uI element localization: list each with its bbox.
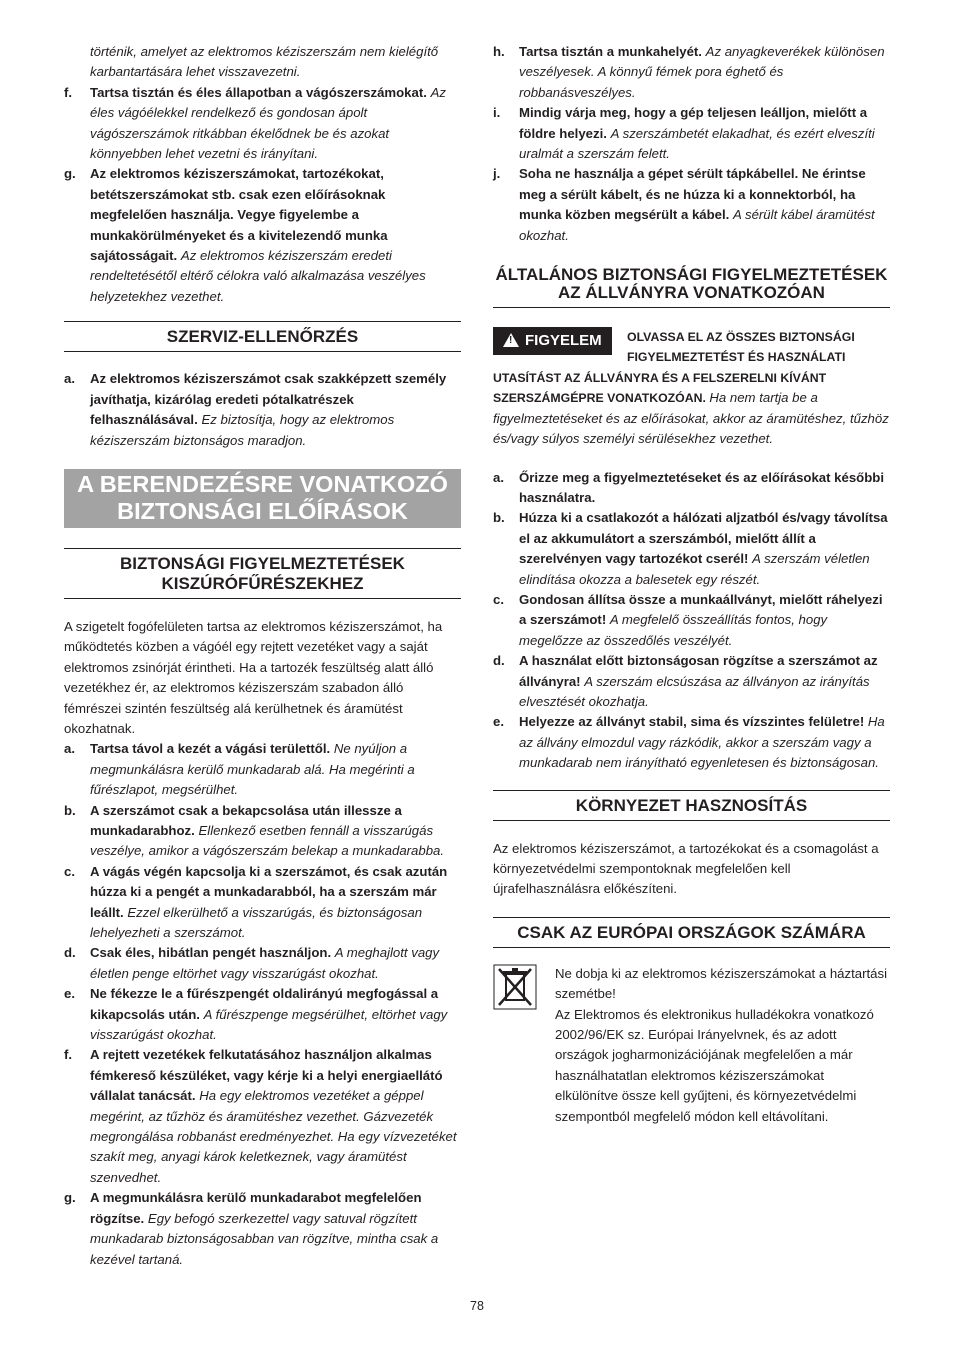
list-item (64, 801, 461, 862)
list-item (493, 590, 890, 651)
item-label: j. (493, 166, 501, 182)
list-item (64, 164, 461, 307)
item-label: a. (64, 741, 75, 757)
warning-triangle-icon: ! (503, 333, 519, 347)
item-label: d. (493, 653, 505, 669)
item-rest: Ne nyúljon a megmunkálásra kerülő munkadarab alá. Ha megérinti a fűrészlapot, megsérülhet. (90, 741, 415, 798)
stand-items-list (493, 468, 890, 774)
item-lead: A vágás végén kapcsolja ki a szerszámot, és csak azután húzza ki a pengét a munkadarabból, ha a szerszám már leállt. (90, 863, 448, 920)
banner-line: A BERENDEZÉSRE VONATKOZÓ (77, 470, 448, 497)
list-item (493, 508, 890, 590)
eu-block (493, 964, 890, 1127)
item-rest: Ha egy elektromos vezetéket a géppel megérint, az tűzhöz és áramütéshez vezethet. Gázvezeték megrongálása robbanást eredményezhet. Ha egy vízvezetéket szakít meg, anyagi károk keletkeznek, vagy áramütést szenvedhet. (90, 1088, 457, 1185)
item-label: i. (493, 105, 501, 121)
warning-bold-rest: UTASÍTÁST AZ ÁLLVÁNYRA ÉS A FELSZERELNI KÍVÁNT SZERSZÁMGÉPRE VONATKOZÓAN. (493, 370, 827, 406)
list-item (64, 943, 461, 984)
item-label: f. (64, 1047, 73, 1063)
warning-bold-line: OLVASSA EL AZ ÖSSZES BIZTONSÁGI (627, 330, 855, 345)
list-item (493, 468, 890, 509)
list-item (64, 862, 461, 944)
item-rest: Ez biztosítja, hogy az elektromos kéziszerszám biztonságos maradjon. (90, 412, 395, 448)
item-rest: Ellenkező esetben fennáll a visszarúgás veszélye, amikor a vágószerszám belekap a munkadarabba. (90, 822, 445, 859)
section-heading-service: SZERVIZ-ELLENŐRZÉS (64, 321, 461, 352)
item-lead: A használat előtt biztonságosan rögzítse a szerszámot az állványra! (519, 653, 878, 689)
item-lead: Az elektromos kéziszerszámokat, tartozékokat, betétszerszámokat stb. csak ezen előírásoknak megfelelően használja. Vegye figyelembe a munkakörülményeket és a kivitelezendő munka sajátosságait. (90, 166, 388, 264)
list-item (493, 651, 890, 712)
item-lead: A rejtett vezetékek felkutatásához használjon alkalmas fémkereső készüléket, vagy kérje ki a helyi energiaellátó vállalat tanácsát. (90, 1047, 443, 1104)
list-item (493, 103, 890, 164)
item-rest: A meghajlott vagy életlen penge eltörhet vagy visszarúgást okozhat. (90, 945, 440, 981)
item-lead: Tartsa távol a kezét a vágási területtől. (90, 741, 331, 757)
intro-line: karbantartására lehet visszavezetni. (90, 64, 301, 80)
right-column (493, 42, 890, 1127)
item-label: g. (64, 166, 76, 182)
eu-text: Az Elektromos és elektronikus hulladékokra vonatkozó 2002/96/EK sz. Európai Irányelvnek, és az adott országok jogharmonizációjának megfelelően a már használhatatlan elektromos kéziszerszámokat elkülönítve össze kell gyűjteni, és környezetvédelmi szempontból megfelelő módon kell eltávolítani. (555, 1006, 874, 1124)
item-label: c. (64, 863, 75, 879)
item-lead: Őrizze meg a figyelmeztetéseket és az előírásokat későbbi használatra. (519, 469, 885, 505)
eu-text: Ne dobja ki az elektromos kéziszerszámokat a háztartási szemétbe! (555, 965, 888, 1002)
env-text: Az elektromos kéziszerszámot, a tartozékokat és a csomagolást a környezetvédelmi szempontoknak megfelelően kell újrafelhasználásra előkészíteni. (493, 840, 879, 897)
item-lead: Ne fékezze le a fűrészpengét oldalirányú megfogással a kikapcsolás után. (90, 986, 439, 1022)
item-label: c. (493, 591, 504, 607)
section-heading-stand (493, 266, 890, 302)
warning-box (493, 327, 890, 449)
item-label: e. (493, 714, 504, 730)
list-item (64, 1045, 461, 1188)
list-item (64, 984, 461, 1045)
item-lead: Az elektromos kéziszerszámot csak szakképzett személy javíthatja, kizárólag eredeti pótalkatrészek felhasználásával. (90, 371, 447, 428)
list-item (493, 42, 890, 103)
heading-rule (493, 307, 890, 308)
item-rest: A fűrészpenge megsérülhet, eltörhet vagy visszarúgást okozhat. (90, 1006, 448, 1043)
section-heading-environment: KÖRNYEZET HASZNOSÍTÁS (493, 790, 890, 821)
intro-line: történik, amelyet az elektromos kéziszerszám nem kielégítő (90, 44, 439, 59)
item-rest: A sérült kábel áramütést okozhat. (519, 207, 875, 243)
item-rest: A szerszám véletlen elindítása okozza a balesetek egy részét. (519, 551, 870, 587)
item-lead: Csak éles, hibátlan pengét használjon. (90, 945, 332, 961)
item-rest: Egy befogó szerkezettel vagy satuval rögzített munkadarab biztonságosabban van rögzítve, mintha csak a kezével tartaná. (90, 1210, 439, 1267)
item-label: a. (64, 371, 75, 387)
section-heading-saw (64, 548, 461, 599)
heading-line: KISZÚRÓFŰRÉSZEKHEZ (161, 573, 364, 593)
item-rest: A szerszám elcsúszása az állványon az irányítás elvesztését okozhatja. (519, 673, 870, 709)
item-label: b. (64, 802, 76, 818)
list-item (493, 712, 890, 773)
item-lead: A szerszámot csak a bekapcsolása után illessze a munkadarabhoz. (90, 802, 402, 838)
item-lead: Húzza ki a csatlakozót a hálózati aljzatból és/vagy távolítsa el az akkumulátort a szerszámból, mielőtt állít a szerelvényen vagy tartozékot cserél! (519, 510, 888, 567)
item-rest: A szerszámbetét elakadhat, és ezért elveszíti uralmát a szerszám felett. (519, 125, 875, 162)
item-rest: Ezzel elkerülhető a visszarúgás, és biztonságosan lehelyezheti a szerszámot. (90, 904, 423, 940)
item-label: d. (64, 945, 76, 961)
item-lead: Soha ne használja a gépet sérült tápkábellel. Ne érintse meg a sérült kábelt, és ne húzza ki a konnektorból, ha munka közben megsérült a kábel. (519, 166, 866, 223)
item-lead: Gondosan állítsa össze a munkaállványt, mielőtt ráhelyezi a szerszámot! (519, 591, 883, 628)
item-lead: Mindig várja meg, hogy a gép teljesen leálljon, mielőtt a földre helyezi. (519, 105, 868, 141)
left-column (64, 42, 461, 1270)
crossed-bin-icon (493, 964, 537, 1010)
right-items-list (493, 42, 890, 246)
banner-line: BIZTONSÁGI ELŐÍRÁSOK (117, 497, 408, 524)
heading-line: ÁLTALÁNOS BIZTONSÁGI FIGYELMEZTETÉSEK (495, 265, 888, 285)
item-label: h. (493, 44, 505, 59)
item-rest: Az éles vágóélekkel rendelkező és gondosan ápolt vágószerszámok ritkábban ékelődnek be és azokat könnyebben lehet vezetni és irányítani. (90, 84, 446, 162)
saw-intro: A szigetelt fogófelületen tartsa az elektromos kéziszerszámot, ha működtetés közben a vágóél egy rejtett vezetéket vagy a saját elektromos zsinórját érintheti. Ha a tartozék feszültség alatt álló vezetékhez ér, az elektromos kéziszerszám szabadon álló fémrészei szintén feszültség alá kerülhetnek és áramütést okozhatnak. (64, 618, 443, 736)
item-lead: Helyezze az állványt stabil, sima és vízszintes felületre! (519, 714, 865, 730)
item-lead: Tartsa tisztán és éles állapotban a vágószerszámokat. (90, 84, 427, 100)
section-heading-eu: CSAK AZ EURÓPAI ORSZÁGOK SZÁMÁRA (493, 917, 890, 948)
warning-label: FIGYELEM (525, 332, 602, 350)
item-rest: Az elektromos kéziszerszám eredeti rendeltetésétől eltérő célokra való alkalmazása veszélyes helyzetekhez vezethet. (90, 248, 426, 304)
saw-items-list (64, 739, 461, 1270)
heading-line: BIZTONSÁGI FIGYELMEZTETÉSEK (120, 553, 405, 573)
heading-line: AZ ÁLLVÁNYRA VONATKOZÓAN (558, 283, 825, 303)
list-item (64, 1188, 461, 1270)
item-label: b. (493, 510, 505, 526)
warning-italic: Ha nem tartja be a figyelmeztetéseket és az előírásokat, akkor az áramütéshez, tűzhöz és/vagy súlyos személyi sérülésekhez vezethet. (493, 390, 889, 447)
item-label: f. (64, 84, 73, 100)
item-label: g. (64, 1190, 76, 1206)
chapter-banner (64, 469, 461, 528)
list-item (64, 83, 461, 165)
item-rest: Az anyagkeverékek különösen veszélyesek. A könnyű fémek pora éghető és robbanásveszélyes. (519, 44, 885, 100)
warning-bold-line: FIGYELMEZTETÉST ÉS HASZNÁLATI (627, 350, 846, 365)
item-rest: A megfelelő összeállítás fontos, hogy megelőzze az összedőlés veszélyét. (519, 612, 828, 648)
item-label: e. (64, 986, 75, 1002)
list-item (64, 739, 461, 800)
item-lead: Tartsa tisztán a munkahelyét. (519, 44, 702, 59)
item-rest: Ha az állvány elmozdul vagy rázkódik, akkor a szerszám vagy a munkadarab nem irányítható egyenletesen és biztonságosan. (519, 714, 885, 771)
warning-flag (493, 327, 612, 355)
item-lead: A megmunkálásra kerülő munkadarabot megfelelően rögzítse. (90, 1190, 422, 1226)
list-item (64, 369, 461, 451)
item-label: a. (493, 469, 504, 485)
page-number: 78 (470, 1299, 484, 1313)
list-item (493, 164, 890, 246)
